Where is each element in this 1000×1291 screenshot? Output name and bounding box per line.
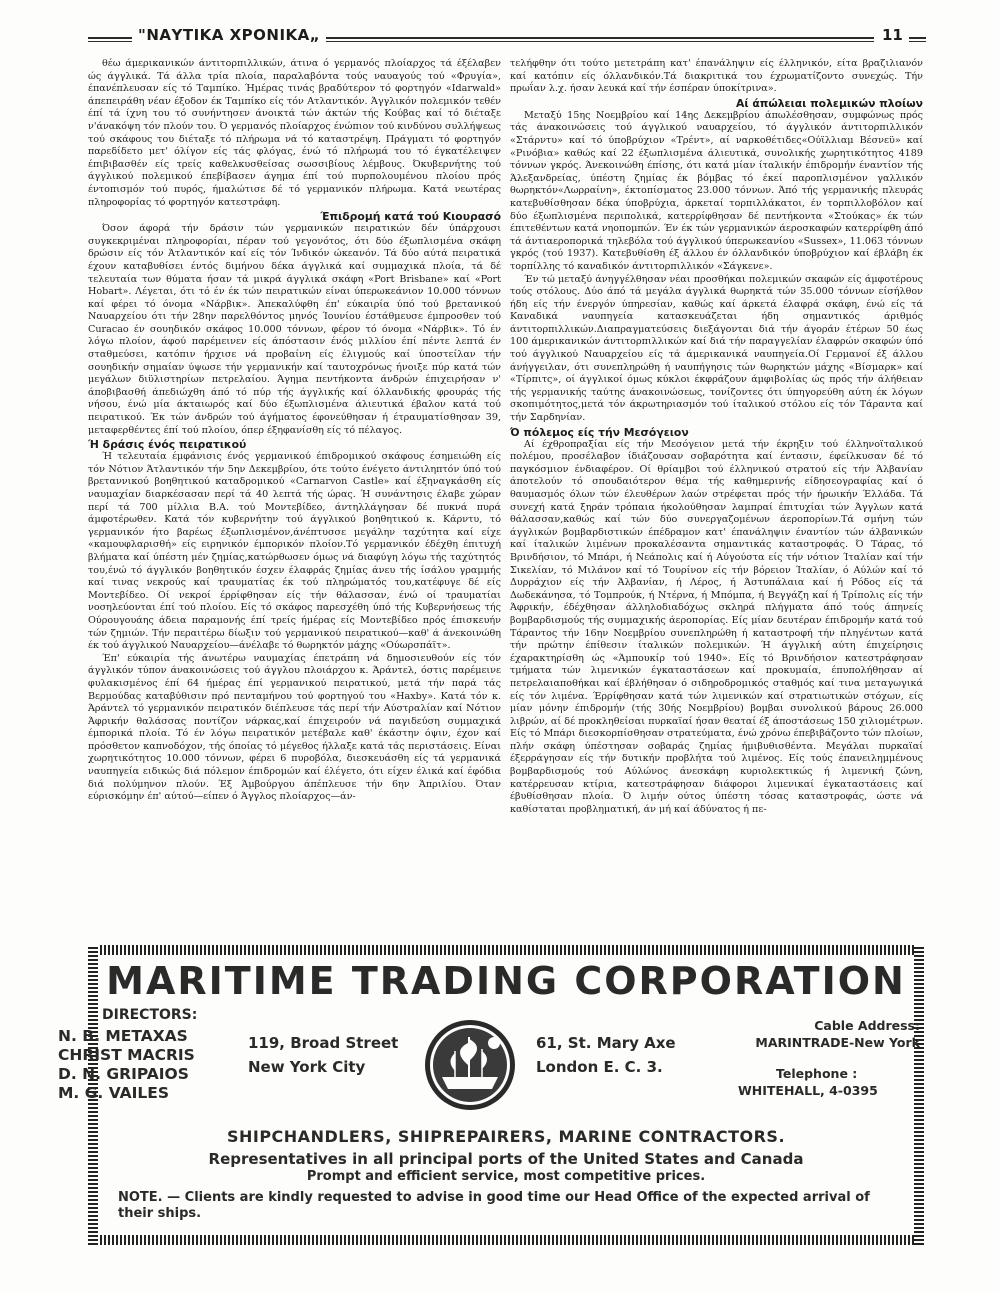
paragraph: Ή τελευταία έμφάνισις ένός γερμανικού έπιδρομικού σκάφους έσημειώθη είς τόν Νότιον Άτλαντικόν τήν 5ην Δεκεμβρίου, ότε τούτο ένέγετο άντιληπτόν ύπό τού βρεταννικού βοηθητικού καταδρομικού «Carnarvon Castle» καί έξηναγκάσθη είς ναυμαχίαν διαρκέσασαν περί τά 40 λεπτά τής ώρας. Ή συνάντησις έλαβε χώραν περί τά 700 μίλλια Β.Α. τού Μοντεβίδεο, άντηλλάγησαν δέ πυκνά πυρά άμφοτέρωθεν. Κατά τόν κυβερνήτην τού άγγλικού βοηθητικού κ. Κάρντυ, τό γερμανικόν ήτο βαρέως έξωπλισμένον,άνέπτυσσε μεγάλην ταχύτητα καί είχε «καμουφλαρισθή» είς ειρηνικόν έμπορικόν πλοίον.Τό γερμανικόν έδέχθη έπιτυχή βλήματα καί ύπέστη μέν ζημίας,κατώρθωσεν όμως νά διαφύγη λόγω τής ταχύτητός του,ένώ τό άγγλικόν βοηθητικόν έσχεν έλαφράς ζημίας άνευ τής ίσάλου γραμμής καί τινας νεκρούς καί τραυματίας έκ τού πληρώματός του,κατέφυγε δέ είς Μοντεβίδεο. Οί νεκροί έρρίφθησαν είς τήν θάλασσαν, ένώ οί τραυματίαι νοσηλεύονται έπί τού πλοίου. Είς τό σκάφος παρεσχέθη ύπό τής Κυβερνήσεως τής Ούρουγουάης άδεια παραμονής έπί τρείς ήμέρας είς Μοντεβίδεο πρός έπισκευήν τών ζημιών. Τήν περαιτέρω δίωξιν τού γερμανικού πειρατικού—καθ' ά άνεκοινώθη έκ τού άγγλικού Ναυαρχείου—άνέλαβε τό θωρηκτόν μάχης «Ούωρσπάϊτ». — [88, 451, 501, 652]
address-line: 61, St. Mary Axe — [536, 1034, 676, 1052]
director-name: CHRIST MACRIS — [58, 1046, 195, 1064]
ad-border-top — [88, 945, 924, 955]
paragraph: Μεταξύ 15ης Νοεμβρίου καί 14ης Δεκεμβρίου άπωλέσθησαν, συμφώνως πρός τάς άνακοινώσεις τού άγγλικού ναυαρχείου, τό άγγλικόν άντιτορπιλλικόν «Στάρντυ» καί τό ύποβρύχιον «Τρέντ», αί ναρκοθέτιδες«Ούϊλλιαμ Βέσνεϋ» καί «Ρινόβια» καθώς καί 22 έξωπλισμένα άλιευτικά, συνολικής χωρητικότητος 4189 τόννων γκρός. Άνεκοινώθη έπίσης, ότι κατά μίαν ίταλικήν έπιδρομήν έναντίον τής Άλεξανδρείας, ύπέστη ζημίας έκ βόμβας τό έκεί παροπλισμένον γαλλικόν θωρηκτόν«Λωρραίνη», έκτοπίσματος 23.000 τόννων. Άπό τής γερμανικής πλευράς κατεβυθίσθησαν δέκα ύποβρύχια, άρκεταί τορπιλλάκατοι, έν τορπιλλοβόλον καί δύο έξωπλισμένα περιπολικά, κατερρίφθησαν δέ πεντήκοντα «Στούκας» έκ τών έπιτεθέντων κατά νηοπομπών. Έν έκ τών γερμανικών άεροσκαφών κατερρίφθη άπό τά άντιαεροπορικά τηλεβόλα τού άγγλικού ύπερωκεανίου «Sussex», 11.063 τόννων γκρός (τού 1937). Κατεβυθίσθη έξ άλλου έν όλλανδικόν ύποβρύχιον καί έβλάβη έκ τορπίλλης τό καναδικόν άντιτορπιλλικόν «Σάγκενε». — [510, 109, 923, 272]
journal-title: "ΝΑΥΤΙΚΑ ΧΡΟΝΙΚΑ„ — [132, 26, 326, 44]
address-line: London E. C. 3. — [536, 1058, 663, 1076]
london-address — [536, 1031, 676, 1079]
section-heading: Ή δράσις ένός πειρατικού — [88, 438, 247, 452]
directors-heading: DIRECTORS: — [102, 1007, 198, 1023]
cable-value: MARINTRADE-New York — [755, 1035, 920, 1050]
header-rule-middle — [318, 37, 874, 42]
telephone-value: WHITEHALL, 4-0395 — [738, 1083, 878, 1098]
representatives-line: Representatives in all principal ports of the United States and Canada — [208, 1150, 804, 1168]
paragraph: Αί έχθροπραξίαι είς τήν Μεσόγειον μετά τήν έκρηξιν τού έλληνοϊταλικού πολέμου, προσέλαβον ίδιάζουσαν σοβαρότητα καί έντασιν, έφείλκυσαν δέ τό παγκόσμιον ένδιαφέρον. Οί θρίαμβοι τού έλληνικού στρατού είς τήν Άλβανίαν άποτελούν τό σπουδαιότερον θέμα τής καθημερινής είδησεογραφίας καί ό θαυμασμός όλων τών έλευθέρων λαών στρέφεται πρός τήν ήρωικήν Έλλάδα. Τά συνεχή κατά ξηράν τρόπαια ήκολούθησαν λαμπραί έπιτυχίαι τών Άγγλων κατά θάλασσαν,καθώς καί τών δύο συνεργαζομένων άεροπορίων.Τά σμήνη τών άγγλικών βομβαρδιστικών έπέδραμον κατ' έπανάληψιν έναντίον τών άλβανικών καί ίταλικών λιμένων προκαλέσαντα σημαντικάς καταστροφάς. Ό Τάρας, τό Βρινδήσιον, τό Μπάρι, ή Νεάπολις καί ή Αύγούστα είς τήν νότιον Ίταλίαν καί τήν Σικελίαν, τό Μιλάνον καί τό Τουρίνον είς τήν βόρειον Ίταλίαν, ό Αύλών καί τό Δυρράχιον είς τήν Άλβανίαν, ή Λέρος, ή Άστυπάλαια καί ή Ρόδος είς τά Δωδεκάνησα, τό Τομπρούκ, ή Ντέρνα, ή Μπόμπα, ή Βεγγάζη καί ή Τρίπολις είς τήν Άφρικήν, έδέχθησαν άλληλοδιαδόχως σκληρά πλήγματα άπό τούς άπηνείς βομβαρδισμούς τής συμμαχικής άεροπορίας. Είς μίαν δευτέραν έπιδρομήν κατά τού Τάραντος τήν 16ην Νοεμβρίου συνεπληρώθη ή καταστροφή τήν πληγέντων κατά τήν πρώτην έπίθεσιν ίταλικών πολεμικών. Ή άγγλική αύτη έπιχείρησις έχαρακτηρίσθη ώς «Άμπουκίρ τού 1940». Είς τό Βρινδήσιον κατεστράφησαν τμήματα τών λιμενικών έγκαταστάσεων καί προκυμαία, έπυπολήθησαν αί πετρελαιαποθήκαι καί έβλήθησαν ό σιδηροδρομικός σταθμός καί τινα μεταγωγικά είς τόν λιμένα. Έρρίφθησαν κατά τών λιμενικών καί στρατιωτικών στόχων, είς μίαν μόνην έπιδρομήν (τής 30ής Νοεμβρίου) βομβαι συνολικού βάρους 26.000 λιβρών, αί δέ προκληθείσαι πυρκαϊαί ήσαν θεαταί έξ άποστάσεως 150 χιλιομέτρων. Είς τό Μπάρι διεσκορπίσθησαν στρατεύματα, ένώ χρόνω έπεβιβάζοντο τών πλοίων, πλήν σκάφη ύπέστησαν σοβαράς ζημίας ήμιβυθισθέντα. Μεγάλαι πυρκαϊαί έξερράγησαν είς τήν δυτικήν προβλήτα τού λιμένος. Είς τούς έπανειλημμένους βομβαρδισμούς τού Αύλώνος άνεσκάφη κυριολεκτικώς ή λιμενική ζώνη, κατέρρευσαν κτίρια, κατεστράφησαν διάφοροι λιμενικαί έγκαταστάσεις καί έβυθίσθησαν πλοία. Ό λιμήν ούτος ύπέστη τόσας καταστροφάς, ώστε νά καθίσταται προβληματική, άν μή καί άδύνατος ή πε- — [510, 438, 923, 815]
address-line: 119, Broad Street — [248, 1034, 399, 1052]
new-york-address — [248, 1031, 398, 1079]
header-rule-left — [88, 37, 134, 42]
services-line: SHIPCHANDLERS, SHIPREPAIRERS, MARINE CONTRACTORS. — [226, 1127, 786, 1146]
address-line: New York City — [248, 1058, 366, 1076]
page-number: 11 — [876, 26, 909, 44]
telephone — [738, 1065, 950, 1099]
right-column — [510, 58, 923, 816]
client-note: NOTE. — Clients are kindly requested to advise in good time our Head Office of the expected arrival of their ships. — [118, 1190, 870, 1221]
director-name: D. N. GRIPAIOS — [58, 1065, 189, 1083]
tagline: Prompt and efficient service, most competitive prices. — [306, 1169, 706, 1184]
cable-label: Cable Address: — [814, 1018, 920, 1033]
page-header — [88, 26, 926, 48]
paragraph: τελήφθην ότι τούτο μετετράπη κατ' έπανάληψιν είς έλληνικόν, είτα βραζιλιανόν καί κατόπιν είς όλλανδικόν.Τά διακριτικά του έχρωματίζοντο συνεχώς. Τήν πρωΐαν λ.χ. ήσαν λευκά καί τήν έσπέραν ύποκίτρινα». — [510, 58, 923, 95]
paragraph: Όσον άφορά τήν δράσιν τών γερμανικών πειρατικών δέν ύπάρχουσι συγκεκριμέναι πληροφορίαι, πέραν τού γεγονότος, ότι δύο έξωπλισμένα σκάφη δρώσιν είς τόν Άτλαντικόν καί είς τόν Ίνδικόν ώκεανόν. Τά δύο αύτά πειρατικά έχουν καταβυθίσει έντός διμήνου δέκα άγγλικά καί συμμαχικά πλοία, τά δέ τελευταία των θύματα ήσαν τά μικρά άγγλικά σκάφη «Port Brisbane» καί «Port Hobart». Λέγεται, ότι τό έν έκ τών πειρατικών είναι ύπερωκεάνιον 10.000 τόννων καί φέρει τό όνομα «Νάρβικ». Άπεκαλύφθη έπ' εύκαιρία ύπό τού βρετανικού Ναυαρχείου ότι τήν 28ην παρελθόντος μηνός Ίουνίου έστάθμευσε έμπροσθεν τού Curacao έν σουηδικόν σκάφος 10.000 τόννων, φέρον τό όνομα «Νάρβικ». Τό έν λόγω πλοίον, άφού παρέμεινεν είς άπόστασιν ένός μιλλίου έπί πέντε λεπτά έν σταθμεύσει, κατόπιν ήρχισε νά προβαίνη είς έλιγμούς καί ύποστείλαν τήν σουηδικήν σημαίαν ύψωσε τήν γερμανικήν καί ταυτοχρόνως ήνοιξε πύρ κατά τών μεγάλων διϋλιστηρίων πετρελαίου. Άγημα πεντήκοντα άνδρών έπιχειρήσαν ν' άποβιβασθή άπεδιώχθη άπό τό πύρ τής άγγλικής καί όλλανδικής φρουράς τής νήσου, ένώ μία άκταιωρός καί δύο έξωπλισμένα άλιευτικά έβαλον κατά τού πειρατικού. Έκ τών άνδρών τού άγήματος έφονεύθησαν ή έτραυματίσθησαν 39, μεταφερθέντες έπί τού πλοίου, όπερ έξηφανίσθη είς τό πέλαγος. — [88, 223, 501, 436]
company-name: MARITIME TRADING CORPORATION — [106, 959, 906, 1003]
paragraph: Έν τώ μεταξύ άνηγγέλθησαν νέαι προσθήκαι πολεμικών σκαφών είς άμφοτέρους τούς στόλους. Δύο άπό τά μεγάλα άγγλικά θωρηκτά τών 35.000 τόννων είσήλθον ήδη είς τήν ένεργόν ύπηρεσίαν, καθώς καί άρκετά έλαφρά σκάφη, ένώ είς τά Καναδικά ναυπηγεία κατασκευάζεται ήδη σημαντικός άριθμός άντιτορπιλλικών.Διαπραγματεύσεις διεξάγονται διά τήν άγοράν έτέρων 50 έως 100 άμερικανικών άντιτορπιλλικών καί διά τήν παραγγελίαν έλαφρών σκαφών ύπό τού άγγλικού Ναυαρχείου είς τά άμερικανικά ναυπηγεία.Οί Γερμανοί έξ άλλου άνήγγειλαν, ότι συνεπληρώθη ή ναυπήγησις τών θωρηκτών μάχης «Βίσμαρκ» καί «Τίρπιτς», οί άγγλικοί όμως κύκλοι έκφράζουν άμφιβολίας ώς πρός τήν άλήθειαν τής γερμανικής ταύτης άνακοινώσεως, τονίζοντες ότι ύπηγορεύθη αύτη έκ λόγων σκοπιμότητος,μετά τόν άκρωτηριασμόν τού ίταλικού στόλου είς τόν Τάραντα καί τήν Σαρδηνίαν. — [510, 273, 923, 424]
director-name: M. G. VAILES — [58, 1084, 170, 1102]
cable-address — [708, 1017, 920, 1051]
ad-border-bottom — [88, 1235, 924, 1245]
paragraph: θέω άμερικανικών άντιτορπιλλικών, άτινα ό γερμανός πλοίαρχος τά έξέλαβεν ώς άγγλικά. Τά άλλα τρία πλοία, παραλαβόντα τούς ναυαγούς τού «Φρυγία», έπανέπλευσαν είς τό Ταμπίκο. Ήμέρας τινάς βραδύτερον τό φορτηγόν «Idarwald» άπεπειράθη νέαν έξοδον έκ Ταμπίκο είς τόν Ατλαντικόν. Άγγλικόν πολεμικόν τεθέν έπί τά ίχνη του τό συνήντησεν άνοικτά τών άκτών τής Κούβας καί τό διέταξε ν'άνακόψη τόν πλούν του. Ό γερμανός πλοίαρχος ένώπιον τού κινδύνου συλλήψεως τού σκάφους του διέταξε τό πλήρωμα νά τό καταστρέψη. Πράγματι τό φορτηγόν παρεδίδετο μετ' όλίγον είς τάς φλόγας, ένώ τό πλήρωμά του τό έγκατέλειψεν έπιβιβασθέν είς τρείς καθελκυσθείσας σωσσιβίους λέμβους. Όκυβερνήτης τού άγγλικού πολεμικού έπεβίβασεν άγημα έπί τού πυρπολουμένου πλοίου πρός έντοπισμόν τού πυρός, ήμαλώτισε δέ τό γερμανικόν πλήρωμα. Κατά νεωτέρας πληροφορίας τό φορτηγόν κατεστράφη. — [88, 58, 501, 208]
telephone-label: Telephone : — [776, 1066, 858, 1081]
left-column — [88, 58, 501, 804]
ship-emblem-icon — [422, 1017, 518, 1113]
paragraph: Έπ' εύκαιρία τής άνωτέρω ναυμαχίας έπετράπη νά δημοσιευθούν είς τόν άγγλικόν τύπον άνακοινώσεις τού άγγλου πλοιάρχου κ. Άράντελ, όστις παρέμεινε φυλακισμένος έπί 64 ήμέρας έπί γερμανικού πειρατικού, μετά τήν παρά τάς Βερμούδας καταβύθισιν πρό πενταμήνου τού φορτηγού του «Haxby». Κατά τόν κ. Άράντελ τό γερμανικόν πειρατικόν διέπλευσε τάς περί τήν Αύστραλίαν καί Νότιον Άφρικήν θαλάσσας ποντίζον νάρκας,καί έπιχειρούν νά παγιδεύση συμμαχικά έμπορικά πλοία. Τό έν λόγω πειρατικόν μετέβαλε καθ' έκάστην όψιν, έχον καί πρόσθετον καπνοδόχον, τής όποίας τό μέγεθος ήλλαξε κατά τάς περιστάσεις. Είναι χωρητικότητος 10.000 τόννων, φέρει 6 πυροβόλα, διεσκευάσθη είς τά γερμανικά ναυπηγεία ειδικώς διά πόλεμον έπιδρομών καί έλέγετο, ότι είχεν έλικά καί έφόδια διά πολύμηνον πλούν. Έξ Άμβούργου άπέπλευσε τήν 6ην Άπριλίου. Όταν εύρισκόμην έπ' αύτού—είπεν ό Άγγλος πλοίαρχος—άν- — [88, 652, 501, 803]
director-name: N. B. METAXAS — [58, 1027, 188, 1045]
section-heading: Ό πόλεμος είς τήν Μεσόγειον — [510, 425, 689, 439]
advertisement — [58, 945, 924, 1245]
section-heading: Αί άπώλειαι πολεμικών πλοίων — [736, 96, 923, 110]
directors-list — [58, 1027, 195, 1103]
section-heading: Έπιδρομή κατά τού Κιουρασό — [320, 210, 501, 224]
